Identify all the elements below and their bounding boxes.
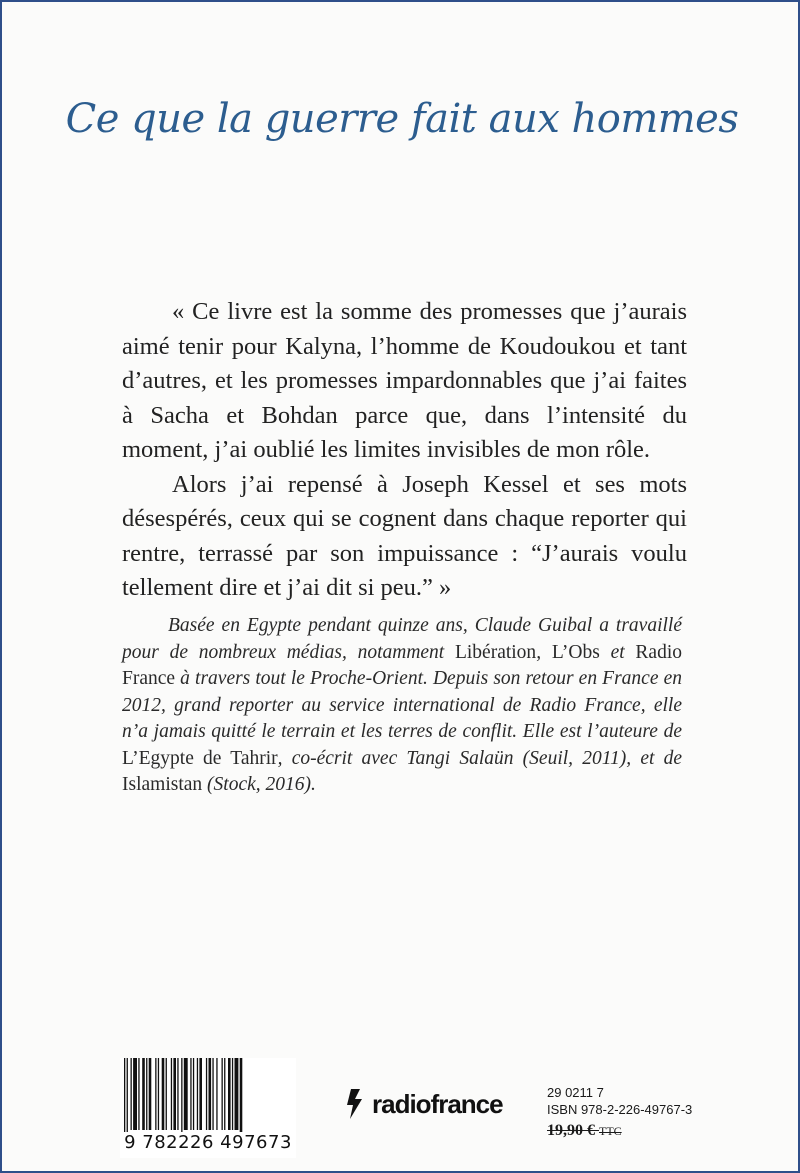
barcode-bar	[199, 1058, 202, 1130]
barcode-bar	[155, 1058, 156, 1130]
barcode-bar	[158, 1058, 159, 1130]
barcode-bar	[173, 1058, 176, 1130]
barcode-bar	[197, 1058, 198, 1130]
barcode-bar	[138, 1058, 139, 1130]
barcode-bar	[146, 1058, 147, 1130]
barcode-bar	[232, 1058, 233, 1130]
barcode-bar	[222, 1058, 223, 1130]
barcode-bar	[181, 1058, 182, 1134]
barcode-bar	[224, 1058, 225, 1130]
price-value: 19,90 €	[547, 1122, 595, 1139]
barcode-bar	[149, 1058, 152, 1130]
barcode-bars	[120, 1058, 296, 1134]
bio-text: (Stock, 2016).	[202, 774, 316, 795]
barcode-bar	[124, 1058, 125, 1134]
product-info	[547, 1084, 707, 1140]
author-bio	[122, 613, 682, 799]
isbn-barcode	[120, 1058, 296, 1158]
publisher-logo-text: radiofrance	[372, 1088, 503, 1119]
barcode-bar	[240, 1058, 243, 1134]
bio-text: ,	[536, 641, 552, 663]
quote-block	[122, 295, 687, 606]
radiofrance-mark-icon	[342, 1087, 368, 1121]
bio-name-radiofrance: Radio France	[122, 641, 683, 689]
barcode-bar	[142, 1058, 145, 1130]
barcode-bar	[131, 1058, 132, 1130]
barcode-bar	[190, 1058, 191, 1130]
barcode-bar	[212, 1058, 213, 1130]
barcode-bar	[193, 1058, 194, 1130]
barcode-bar	[235, 1058, 239, 1130]
price	[547, 1122, 707, 1140]
bio-text: , co-écrit avec Tangi Salaün (Seuil, 2011), et de	[277, 747, 682, 769]
barcode-bar	[184, 1058, 188, 1130]
bio-text: à travers tout le Proche-Orient. Depuis son retour en France en 2012, grand reporter au service international de Radio France, elle n’a jamais quitté le terrain et les terres de conflit. Elle est l’auteure de	[122, 668, 682, 742]
barcode-bar	[133, 1058, 137, 1130]
barcode-bar	[166, 1058, 167, 1130]
product-code: 29 0211 7	[547, 1085, 604, 1100]
bio-title-liberation: Libération	[454, 641, 537, 663]
barcode-bar	[216, 1058, 217, 1130]
barcode-bar	[162, 1058, 165, 1130]
barcode-number: 9 782226 497673	[120, 1132, 296, 1153]
bio-text: Basée en Egypte pendant quinze ans, Claude Guibal a travaillé pour de nombreux médias, notamment	[122, 615, 682, 663]
bio-book-islamistan: Islamistan	[122, 774, 203, 795]
bio-text: et	[599, 641, 636, 663]
bio-book-egypte: L’Egypte de Tahrir	[122, 747, 278, 769]
barcode-bar	[228, 1058, 231, 1130]
barcode-bar	[177, 1058, 178, 1130]
barcode-bar	[209, 1058, 212, 1130]
quote-paragraph-1: « Ce livre est la somme des promesses que j’aurais aimé tenir pour Kalyna, l’homme de Koudoukou et tant d’autres, et les promesses impardonnables que j’ai faites à Sacha et Bohdan parce que, dans l’intensité du moment, j’ai oublié les limites invisibles de mon rôle.	[122, 298, 687, 463]
publisher-logo	[342, 1084, 522, 1124]
price-suffix: TTC	[599, 1124, 622, 1138]
bio-title-lobs: L’Obs	[551, 641, 600, 663]
barcode-bar	[206, 1058, 207, 1130]
barcode-bar	[171, 1058, 172, 1130]
isbn-text: ISBN 978-2-226-49767-3	[547, 1102, 693, 1117]
barcode-bar	[127, 1058, 128, 1134]
quote-paragraph-2: Alors j’ai repensé à Joseph Kessel et ses mots désespérés, ceux qui se cognent dans chaque reporter qui rentre, terrassé par son impuissance : “J’aurais voulu tellement dire et j’ai dit si peu.” »	[122, 470, 687, 601]
book-title: Ce que la guerre fait aux hommes	[65, 96, 739, 142]
